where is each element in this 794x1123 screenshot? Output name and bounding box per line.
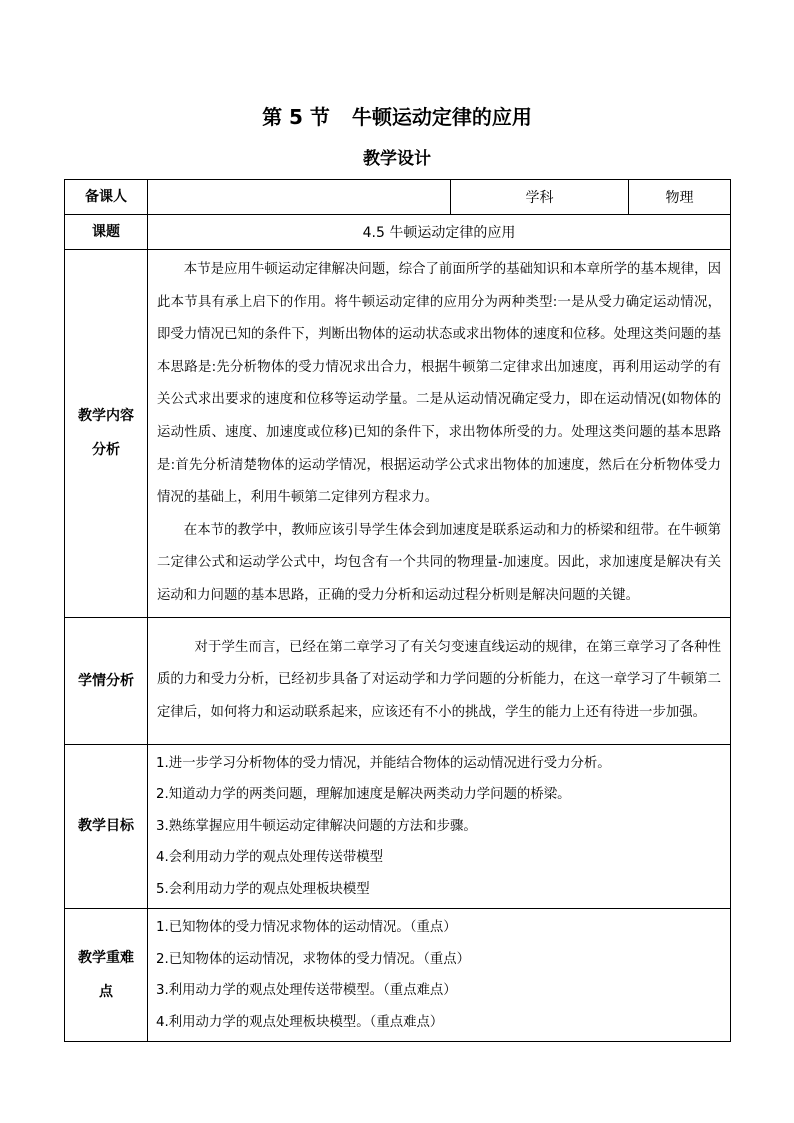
table-row [65,744,731,909]
subject-value: 物理 [629,180,731,215]
subject-label: 学科 [451,180,629,215]
key-point-item-2: 2.已知物体的运动情况，求物体的受力情况。（重点） [156,951,471,967]
student-analysis-label: 学情分析 [65,617,148,744]
section-number: 第 5 节 [262,105,330,129]
document-subtitle: 教学设计 [363,149,431,169]
content-analysis-paragraph-2: 在本节的教学中，教师应该引导学生体会到加速度是联系运动和力的桥梁和纽带。在牛顿第二定律公式和运动学公式中，均包含有一个共同的物理量-加速度。因此，求加速度是解决有关运动和力问题的基本思路，正确的受力分析和运动过程分析则是解决问题的关键。 [157,522,721,603]
objective-item-1: 1.进一步学习分析物体的受力情况，并能结合物体的运动情况进行受力分析。 [156,755,611,771]
table-row [65,617,731,744]
topic-value: 4.5 牛顿运动定律的应用 [148,215,731,250]
key-points-list [148,909,731,1042]
content-analysis-paragraph-1: 本节是应用牛顿运动定律解决问题，综合了前面所学的基础知识和本章所学的基本规律，因此本节具有承上启下的作用。将牛顿运动定律的应用分为两种类型:一是从受力确定运动情况，即受力情况已知的条件下，判断出物体的运动状态或求出物体的速度和位移。处理这类问题的基本思路是:先分析物体的受力情况求出合力，根据牛顿第二定律求出加速度，再利用运动学的有关公式求出要求的速度和位移等运动学量。二是从运动情况确定受力，即在运动情况(如物体的运动性质、速度、加速度或位移)已知的条件下，求出物体所受的力。处理这类问题的基本思路是:首先分析清楚物体的运动学情况，根据运动学公式求出物体的加速度，然后在分析物体受力情况的基础上，利用牛顿第二定律列方程求力。 [157,262,721,506]
key-point-item-4: 4.利用动力学的观点处理板块模型。（重点难点） [156,1014,444,1030]
student-analysis-paragraph: 对于学生而言，已经在第二章学习了有关匀变速直线运动的规律，在第三章学习了各种性质的力和受力分析，已经初步具备了对运动学和力学问题的分析能力，在这一章学习了牛顿第二定律后，如何将力和运动联系起来，应该还有不小的挑战，学生的能力上还有待进一步加强。 [157,639,721,720]
objectives-label: 教学目标 [65,744,148,909]
objective-item-3: 3.熟练掌握应用牛顿运动定律解决问题的方法和步骤。 [156,818,477,834]
content-analysis-cell [148,250,731,618]
table-row [65,909,731,1042]
key-point-item-1: 1.已知物体的受力情况求物体的运动情况。（重点） [156,920,457,936]
page-title [0,103,794,131]
content-analysis-label: 教学内容分析 [65,250,148,618]
objective-item-4: 4.会利用动力学的观点处理传送带模型 [156,850,384,866]
key-points-label: 教学重难点 [65,909,148,1042]
preparer-value [148,180,451,215]
key-point-item-3: 3.利用动力学的观点处理传送带模型。（重点难点） [156,983,457,999]
table-row [65,215,731,250]
objective-item-5: 5.会利用动力学的观点处理板块模型 [156,881,370,897]
lesson-plan-table [64,179,731,1042]
student-analysis-cell [148,617,731,744]
preparer-label: 备课人 [65,180,148,215]
objectives-list [148,744,731,909]
table-row [65,180,731,215]
lesson-title: 牛顿运动定律的应用 [351,105,532,129]
topic-label: 课题 [65,215,148,250]
objective-item-2: 2.知道动力学的两类问题，理解加速度是解决两类动力学问题的桥梁。 [156,787,571,803]
table-row [65,250,731,618]
